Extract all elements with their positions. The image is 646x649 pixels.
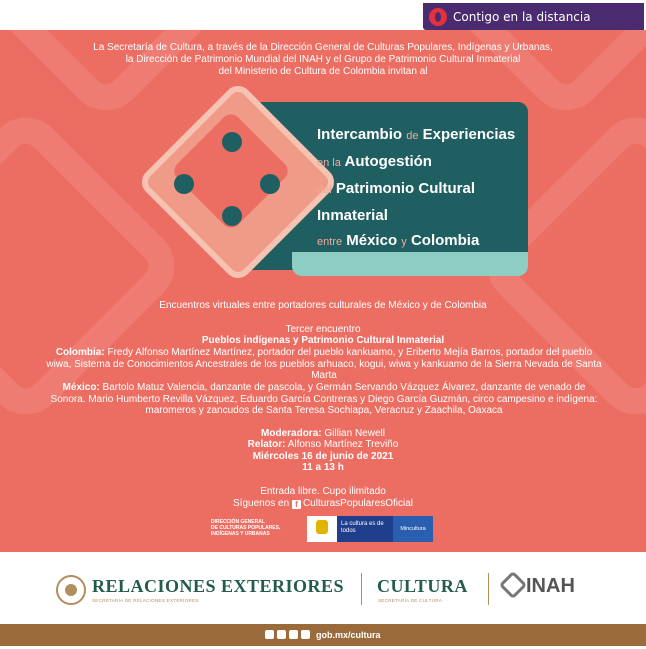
instagram-icon[interactable] bbox=[289, 630, 298, 639]
follow-us: Síguenos en f CulturasPopularesOficial bbox=[233, 498, 413, 509]
title-line-1: Intercambio de Experiencias bbox=[317, 126, 516, 143]
footer-divider-2 bbox=[488, 573, 489, 605]
facebook-icon[interactable] bbox=[265, 630, 274, 639]
cultura-logo-title: CULTURA bbox=[377, 576, 468, 596]
contigo-badge bbox=[423, 3, 644, 30]
event-subtitle: Encuentros virtuales entre portadores culturales de México y de Colombia bbox=[159, 300, 487, 311]
colombia-label: Colombia: bbox=[55, 347, 105, 358]
intro-line-1: La Secretaría de Cultura, a través de la Dirección General de Culturas Populares, Indígenas y Urbanas, bbox=[93, 42, 553, 53]
session-topic: Pueblos indígenas y Patrimonio Cultural Inmaterial bbox=[201, 335, 445, 346]
facebook-icon: f bbox=[292, 500, 301, 509]
sre-logo-subtitle: SECRETARÍA DE RELACIONES EXTERIORES bbox=[92, 598, 199, 603]
colombia-text: Fredy Alfonso Martínez Martínez, portador del pueblo kankuamo, y Eriberto Mejía Barros, portador del pueblo wiwa, Sistema de Conocimientos Ancestrales de los pueblos arhuaco, kogui, wiwa y kankuamo de la Sierra Nevada de Santa Marta bbox=[46, 347, 602, 381]
banner-mint-strip bbox=[292, 252, 528, 276]
intro-text bbox=[0, 42, 646, 78]
top-bar bbox=[0, 0, 646, 30]
event-time: 11 a 13 h bbox=[302, 462, 344, 473]
mincultura-logo: Mincultura bbox=[393, 516, 433, 542]
intro-line-2: la Dirección de Patrimonio Mundial del INAH y el Grupo de Patrimonio Cultural Inmaterial bbox=[125, 54, 521, 65]
twitter-icon[interactable] bbox=[277, 630, 286, 639]
session-label: Tercer encuentro bbox=[285, 324, 361, 335]
contigo-logo-icon bbox=[429, 8, 447, 26]
contigo-label: Contigo en la distancia bbox=[453, 9, 591, 24]
mexico-participants bbox=[46, 382, 602, 417]
title-banner bbox=[152, 92, 528, 286]
moderator: Moderadora: Gillian Newell bbox=[261, 428, 385, 439]
motif-dot-right bbox=[260, 174, 280, 194]
intro-line-3: del Ministerio de Cultura de Colombia invitan al bbox=[218, 66, 428, 77]
dgcpiu-logo: DIRECCIÓN GENERAL DE CULTURAS POPULARES, INDÍGENAS Y URBANAS bbox=[211, 519, 281, 537]
colombia-seal-logo bbox=[307, 516, 337, 542]
title-line-4: entre México y Colombia bbox=[317, 232, 480, 249]
title-line-2: en la Autogestión bbox=[317, 153, 432, 170]
sre-logo-title: RELACIONES EXTERIORES bbox=[92, 576, 345, 596]
youtube-icon[interactable] bbox=[301, 630, 310, 639]
social-bar bbox=[0, 624, 646, 646]
event-title bbox=[317, 122, 527, 255]
footer-divider bbox=[361, 573, 362, 605]
mexico-text: Bartolo Matuz Valencia, danzante de pascola, y Germán Servando Vázquez Álvarez, danzante de venado de Sonora. Mario Humberto Revilla Vázquez, Eduardo García Contreras y Diego García Guzmán, circo campesino e indígena: maromeros y zancudos de Santa Teresa Sochiapa, Veracruz y Zaachila, Oaxaca bbox=[50, 382, 598, 416]
social-links bbox=[0, 624, 646, 646]
cultura-es-de-todos-logo: La cultura es de todos bbox=[337, 516, 393, 542]
inah-logo: INAH bbox=[526, 575, 575, 597]
facebook-account-link[interactable]: CulturasPopularesOficial bbox=[302, 498, 413, 509]
mexico-eagle-seal-icon bbox=[56, 575, 86, 605]
event-date: Miércoles 16 de junio de 2021 bbox=[252, 451, 394, 462]
motif-dot-top bbox=[222, 132, 242, 152]
motif-dot-bottom bbox=[222, 206, 242, 226]
relator: Relator: Alfonso Martínez Treviño bbox=[247, 439, 399, 450]
website-link[interactable]: gob.mx/cultura bbox=[316, 630, 381, 640]
poster-main bbox=[0, 30, 646, 552]
title-line-3: del Patrimonio Cultural Inmaterial bbox=[317, 180, 476, 224]
partner-logos bbox=[211, 514, 431, 542]
colombia-shield-icon bbox=[316, 520, 328, 534]
cultura-logo-subtitle: SECRETARÍA DE CULTURA bbox=[378, 598, 443, 603]
motif-dot-left bbox=[174, 174, 194, 194]
entry-info: Entrada libre. Cupo ilimitado bbox=[260, 486, 386, 497]
colombia-participants bbox=[46, 347, 602, 382]
mexico-label: México: bbox=[62, 382, 100, 393]
